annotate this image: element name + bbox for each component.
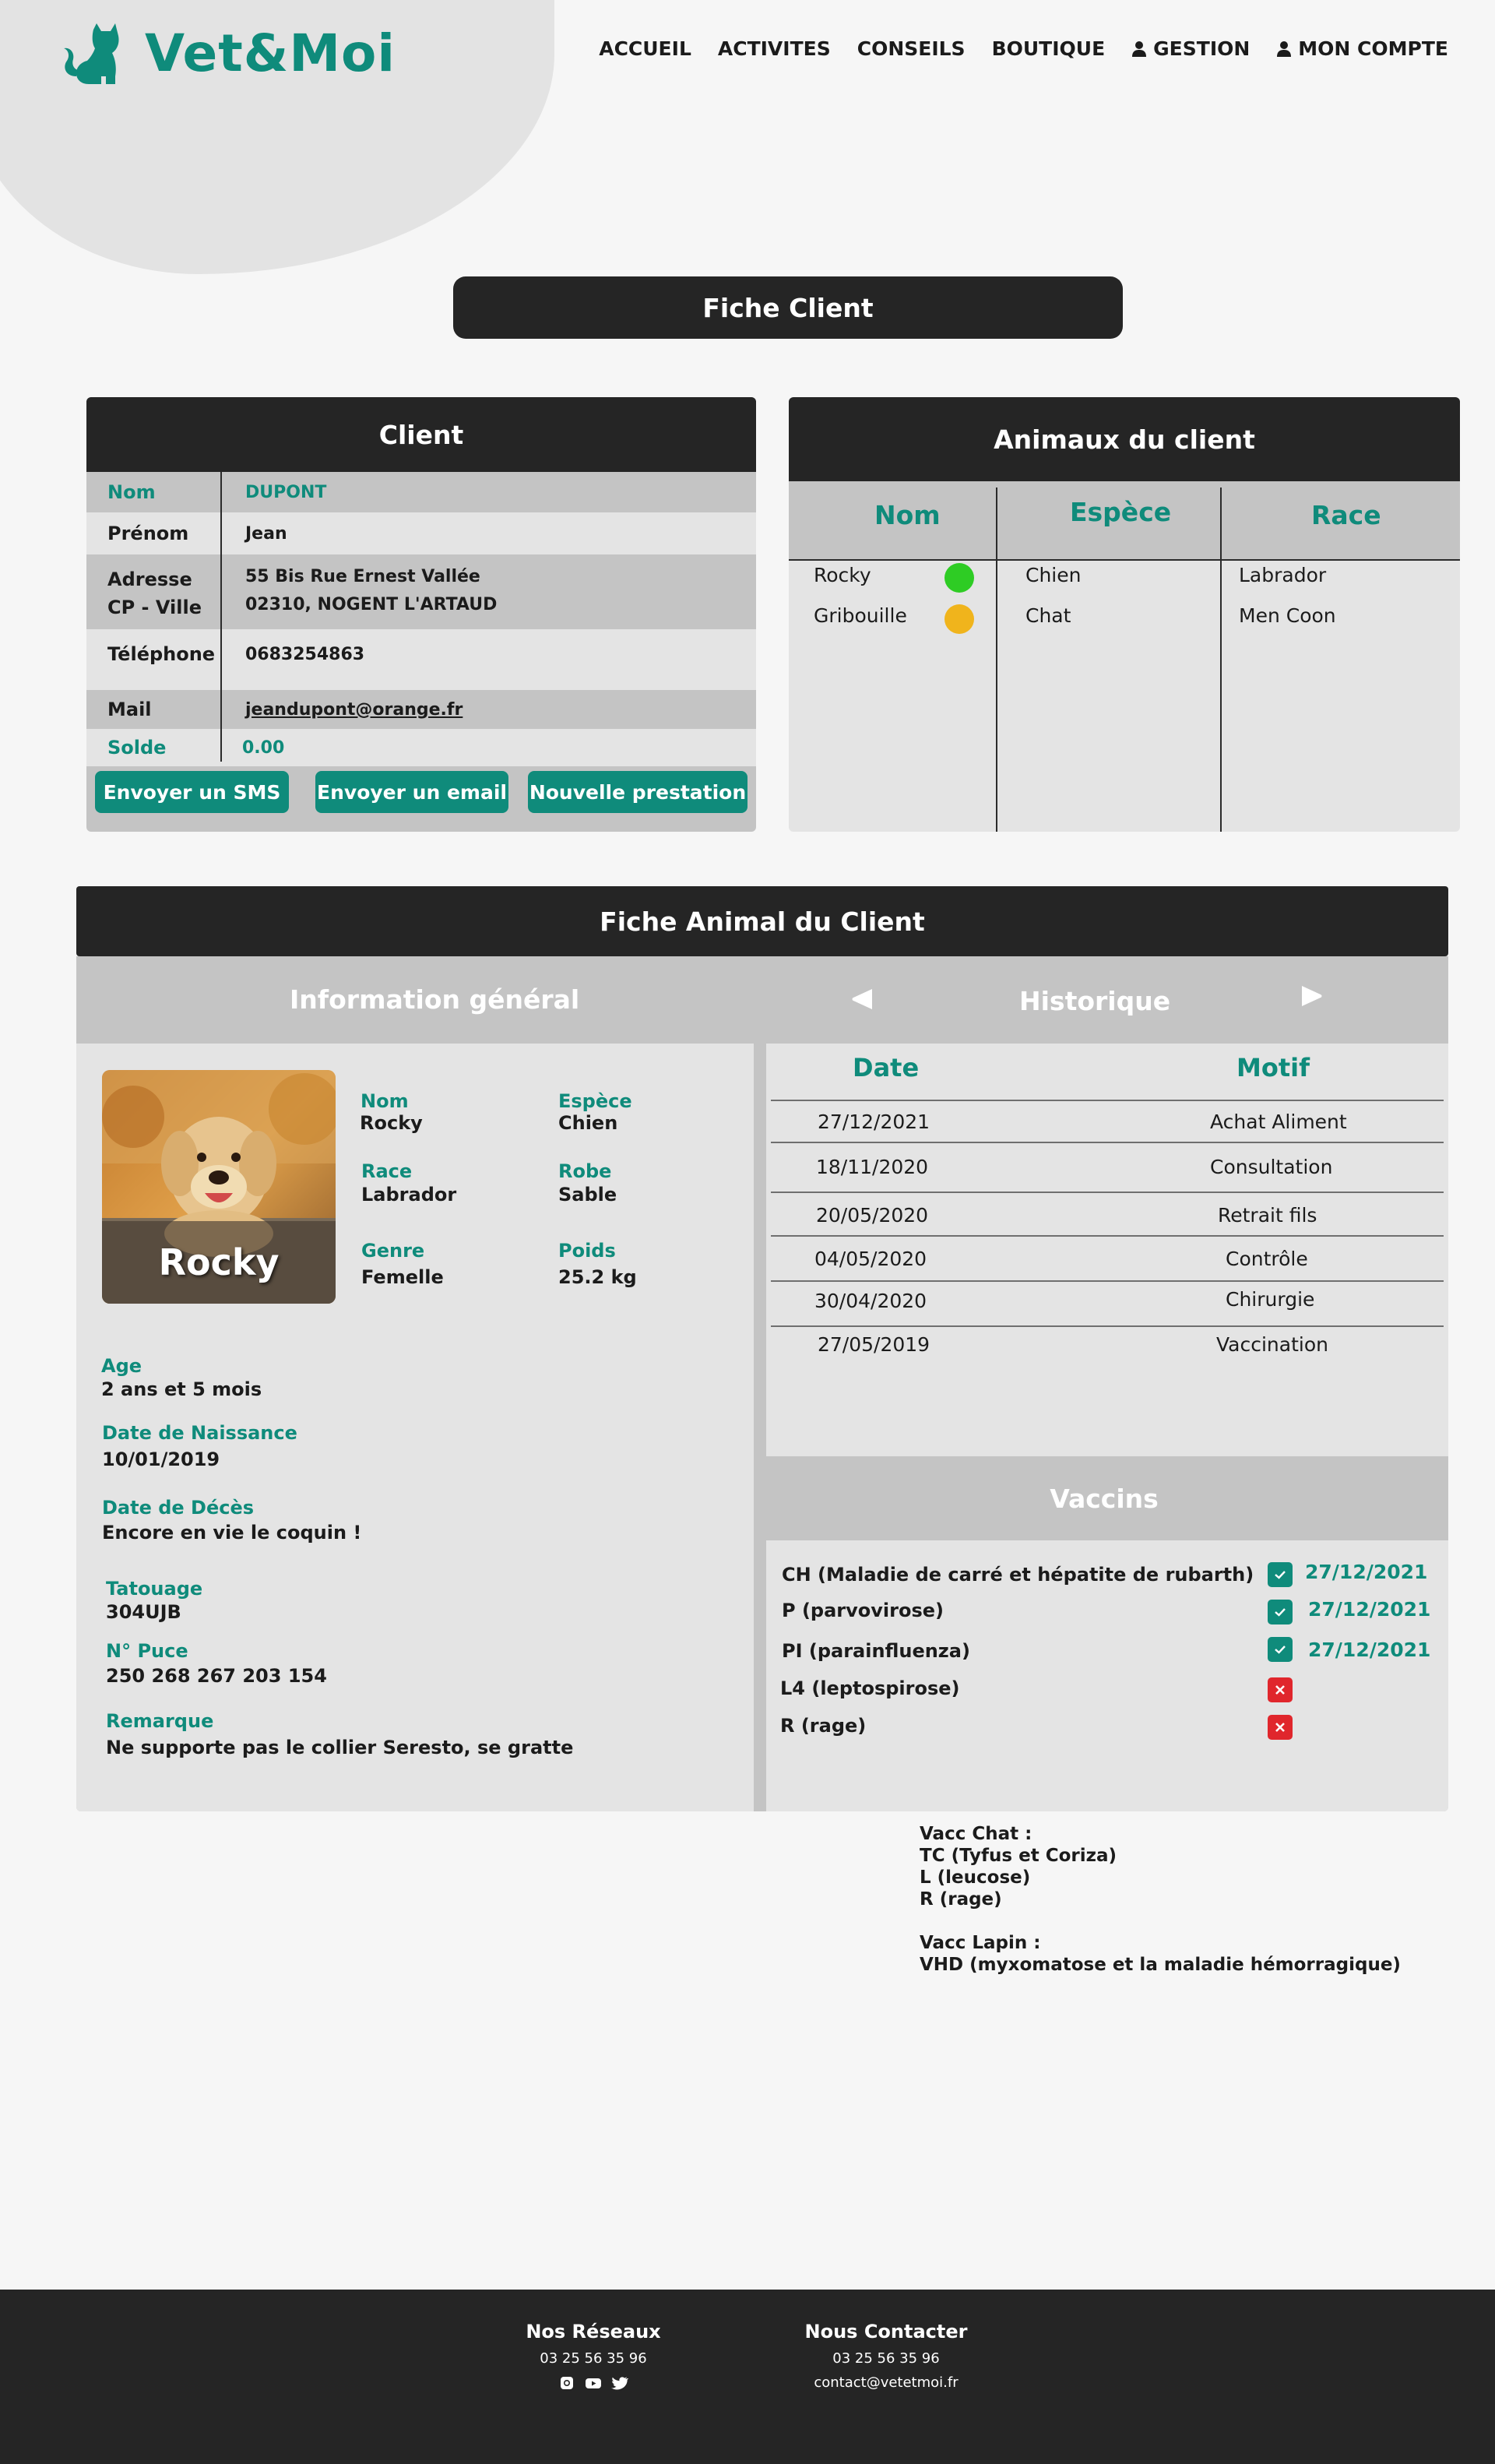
history-divider (771, 1100, 1444, 1101)
history-motif[interactable]: Retrait fils (1218, 1204, 1317, 1227)
site-header (0, 0, 1495, 109)
history-date: 18/11/2020 (816, 1156, 929, 1178)
social-links (515, 2374, 671, 2392)
vaccin-date: 27/12/2021 (1308, 1598, 1431, 1621)
site-footer (0, 2290, 1495, 2464)
client-row-telephone (86, 629, 756, 679)
client-row-spacer (86, 679, 756, 690)
note-line: TC (Tyfus et Coriza) (920, 1846, 1117, 1866)
tatouage-label: Tatouage (106, 1578, 203, 1600)
tatouage-value: 304UJB (106, 1601, 181, 1623)
nav-conseils[interactable]: CONSEILS (857, 37, 966, 60)
client-row-solde (86, 729, 756, 766)
client-row-mail (86, 690, 756, 729)
vaccin-name: CH (Maladie de carré et hépatite de rubarth) (782, 1564, 1254, 1586)
instagram-icon[interactable] (558, 2374, 575, 2392)
animals-panel (789, 397, 1460, 832)
animals-divider-1 (996, 488, 997, 832)
history-col-date: Date (853, 1053, 920, 1082)
new-prestation-button[interactable]: Nouvelle prestation (528, 771, 748, 813)
history-col-motif: Motif (1236, 1053, 1310, 1082)
nav-gestion[interactable] (1131, 37, 1250, 60)
cp-value: 02310, NOGENT L'ARTAUD (245, 595, 498, 614)
vaccine-notes (920, 1823, 1401, 1976)
main-nav (599, 37, 1448, 60)
check-icon[interactable] (1268, 1562, 1293, 1587)
photo-caption: Rocky (102, 1221, 336, 1304)
user-icon (1276, 40, 1292, 58)
footer-reseaux (515, 2321, 671, 2392)
death-date-value: Encore en vie le coquin ! (102, 1522, 362, 1544)
animal-row-espece: Chat (1025, 604, 1071, 627)
history-divider (771, 1325, 1444, 1327)
vaccin-name: L4 (leptospirose) (780, 1677, 960, 1699)
robe-value: Sable (558, 1184, 617, 1206)
status-dot (944, 604, 974, 634)
animal-row-nom[interactable]: Gribouille (814, 604, 907, 627)
tab-historique[interactable]: Historique (1019, 986, 1171, 1016)
animals-table-header (789, 481, 1460, 561)
vaccins-section (766, 1540, 1448, 1811)
genre-label: Genre (361, 1240, 425, 1262)
footer-contact-title: Nous Contacter (804, 2321, 968, 2343)
history-date: 30/04/2020 (814, 1290, 927, 1312)
animal-row-espece: Chien (1025, 564, 1082, 586)
nom-value: DUPONT (245, 482, 327, 502)
history-date: 27/05/2019 (818, 1333, 930, 1356)
remarque-label: Remarque (106, 1710, 214, 1732)
client-panel-title: Client (86, 397, 756, 472)
nom-label: Nom (107, 481, 156, 503)
client-row-nom (86, 472, 756, 512)
nav-activites[interactable]: ACTIVITES (717, 37, 831, 60)
animals-panel-title: Animaux du client (789, 397, 1460, 481)
next-arrow-icon[interactable] (1300, 984, 1324, 1008)
mail-label: Mail (107, 699, 152, 720)
nom-label: Nom (361, 1090, 409, 1112)
nav-mon-compte[interactable] (1276, 37, 1448, 60)
prenom-value: Jean (245, 523, 287, 544)
espece-label: Espèce (558, 1090, 632, 1112)
note-line: Vacc Lapin : (920, 1933, 1041, 1953)
vaccin-date: 27/12/2021 (1308, 1639, 1431, 1661)
prenom-label: Prénom (107, 523, 189, 544)
history-section (766, 1044, 1448, 1456)
race-value: Labrador (361, 1184, 457, 1206)
check-icon[interactable] (1268, 1600, 1293, 1624)
history-divider (771, 1142, 1444, 1143)
cat-logo-icon (58, 19, 126, 87)
footer-contact (793, 2321, 980, 2399)
solde-value: 0.00 (242, 737, 285, 758)
animals-col-race: Race (1311, 500, 1381, 530)
cp-label: CP - Ville (107, 597, 202, 618)
tab-information[interactable]: Information général (290, 984, 580, 1015)
twitter-icon[interactable] (611, 2374, 628, 2392)
solde-label: Solde (107, 737, 167, 759)
history-divider (771, 1280, 1444, 1282)
prev-arrow-icon[interactable] (850, 987, 874, 1011)
poids-value: 25.2 kg (558, 1266, 637, 1288)
general-info-section (76, 1044, 754, 1811)
footer-reseaux-phone: 03 25 56 35 96 (540, 2350, 647, 2367)
note-line: VHD (myxomatose et la maladie hémorragique) (920, 1955, 1401, 1975)
remarque-value: Ne supporte pas le collier Seresto, se gratte (106, 1737, 574, 1758)
vaccins-title: Vaccins (760, 1456, 1448, 1540)
birth-date-label: Date de Naissance (102, 1422, 297, 1444)
animal-row-nom[interactable]: Rocky (814, 564, 871, 586)
animal-row-race: Men Coon (1239, 604, 1336, 627)
animals-col-espece: Espèce (1070, 497, 1172, 527)
animals-divider-2 (1220, 488, 1222, 832)
history-motif[interactable]: Chirurgie (1226, 1288, 1315, 1311)
vaccin-date: 27/12/2021 (1305, 1561, 1428, 1583)
note-line: R (rage) (920, 1889, 1002, 1910)
robe-label: Robe (558, 1160, 612, 1182)
mail-link[interactable]: jeandupont@orange.fr (245, 699, 463, 720)
history-date: 20/05/2020 (816, 1204, 929, 1227)
espece-value: Chien (558, 1112, 618, 1134)
telephone-label: Téléphone (107, 643, 216, 665)
youtube-icon[interactable] (585, 2374, 602, 2392)
history-motif[interactable]: Consultation (1210, 1156, 1333, 1178)
send-email-button[interactable]: Envoyer un email (315, 771, 508, 813)
note-line: Vacc Chat : (920, 1824, 1032, 1844)
puce-label: N° Puce (106, 1640, 188, 1662)
animal-photo (102, 1070, 336, 1304)
animal-row-race: Labrador (1239, 564, 1327, 586)
race-label: Race (361, 1160, 413, 1182)
client-row-prenom (86, 512, 756, 554)
footer-reseaux-title: Nos Réseaux (526, 2321, 661, 2343)
client-divider (220, 472, 222, 762)
nom-value: Rocky (360, 1112, 423, 1134)
logo[interactable] (58, 19, 396, 87)
animal-card-title: Fiche Animal du Client (76, 886, 1448, 956)
footer-contact-phone: 03 25 56 35 96 (832, 2350, 940, 2367)
nav-mon-compte-label: MON COMPTE (1298, 37, 1448, 60)
vaccin-name: R (rage) (780, 1715, 867, 1737)
client-row-adresse (86, 554, 756, 629)
footer-contact-email[interactable]: contact@vetetmoi.fr (814, 2374, 959, 2391)
adresse-label: Adresse (107, 568, 192, 590)
user-icon (1131, 40, 1147, 58)
poids-label: Poids (558, 1240, 616, 1262)
birth-date-value: 10/01/2019 (102, 1448, 220, 1470)
death-date-label: Date de Décès (102, 1497, 255, 1519)
cross-icon[interactable] (1268, 1715, 1293, 1740)
history-motif[interactable]: Achat Aliment (1210, 1111, 1347, 1133)
adresse-value: 55 Bis Rue Ernest Vallée (245, 567, 480, 586)
nav-gestion-label: GESTION (1153, 37, 1251, 60)
puce-value: 250 268 267 203 154 (106, 1665, 327, 1687)
check-icon[interactable] (1268, 1637, 1293, 1662)
animal-card (76, 956, 1448, 1811)
send-sms-button[interactable]: Envoyer un SMS (95, 771, 289, 813)
client-panel (86, 397, 756, 832)
vaccin-name: PI (parainfluenza) (782, 1640, 970, 1662)
animals-col-nom: Nom (874, 500, 941, 530)
history-divider (771, 1192, 1444, 1193)
brand-name: Vet&Moi (145, 23, 396, 83)
page-title: Fiche Client (453, 276, 1123, 339)
history-date: 04/05/2020 (814, 1248, 927, 1270)
telephone-value: 0683254863 (245, 644, 365, 664)
history-motif[interactable]: Contrôle (1226, 1248, 1308, 1270)
history-motif[interactable]: Vaccination (1216, 1333, 1328, 1356)
vaccin-name: P (parvovirose) (782, 1600, 944, 1621)
nav-boutique[interactable]: BOUTIQUE (991, 37, 1106, 60)
nav-accueil[interactable]: ACCUEIL (599, 37, 691, 60)
age-value: 2 ans et 5 mois (101, 1378, 262, 1400)
cross-icon[interactable] (1268, 1677, 1293, 1702)
genre-value: Femelle (361, 1266, 444, 1288)
note-spacer (920, 1910, 1401, 1932)
history-divider (771, 1235, 1444, 1237)
status-dot (944, 563, 974, 593)
history-date: 27/12/2021 (818, 1111, 930, 1133)
age-label: Age (101, 1355, 142, 1377)
note-line: L (leucose) (920, 1867, 1031, 1888)
